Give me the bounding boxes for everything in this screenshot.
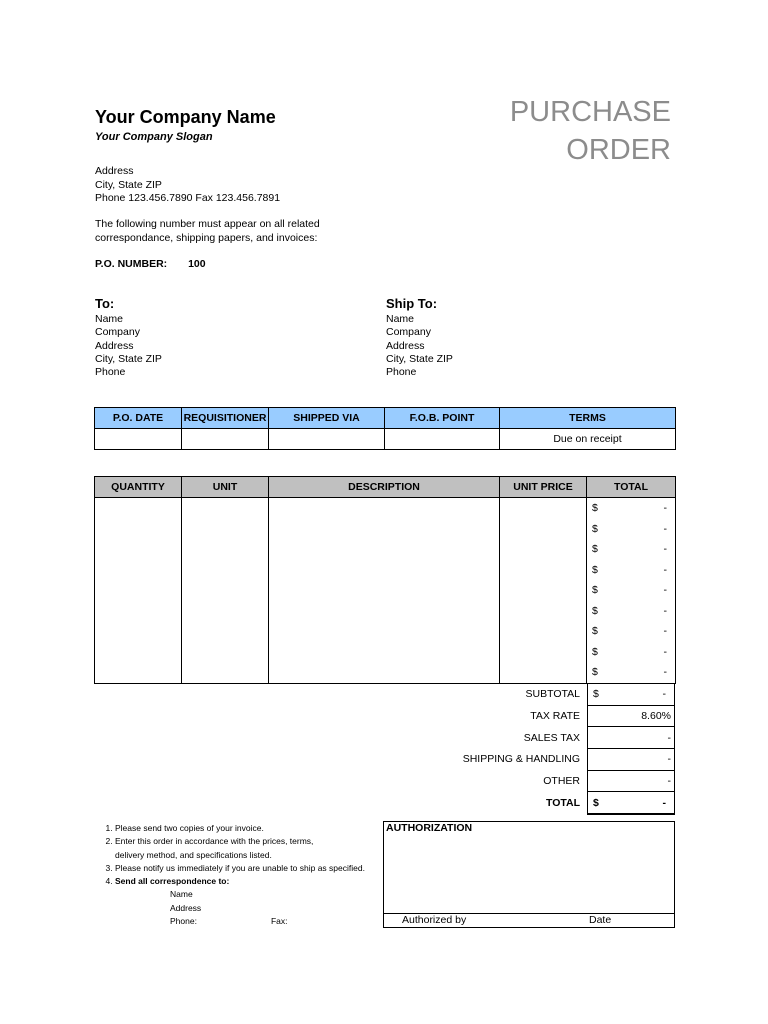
contact-fax: Fax: <box>270 916 288 927</box>
po-number-value[interactable]: 100 <box>188 258 206 270</box>
company-address-block <box>95 165 280 206</box>
unit-price-cell[interactable] <box>500 539 587 560</box>
authorization-box[interactable] <box>383 821 675 928</box>
table-row <box>95 539 676 560</box>
table-row <box>95 580 676 601</box>
ship-to-address[interactable]: Address <box>386 339 425 352</box>
tax-rate-value[interactable]: 8.60% <box>588 705 675 727</box>
sales-tax-label: SALES TAX <box>523 731 580 744</box>
ship-to-name[interactable]: Name <box>386 313 415 325</box>
unit-price-cell[interactable] <box>500 580 587 601</box>
table-row <box>95 560 676 581</box>
currency-symbol: $ <box>592 584 598 597</box>
unit-cell[interactable] <box>182 621 269 642</box>
po-date-cell[interactable] <box>95 429 182 450</box>
table-row <box>95 621 676 642</box>
notice-line-2: correspondance, shipping papers, and invoices: <box>95 231 318 244</box>
unit-price-cell[interactable] <box>500 662 587 683</box>
row-total-cell <box>587 539 676 560</box>
company-address: Address <box>95 165 134 177</box>
shipping-label: SHIPPING & HANDLING <box>462 753 580 766</box>
sales-tax-value: - <box>588 727 675 749</box>
total-value: - <box>662 796 666 809</box>
table-row <box>95 601 676 622</box>
authorization-title: AUTHORIZATION <box>386 822 473 834</box>
line-items-table <box>94 476 676 684</box>
subtotal-label: SUBTOTAL <box>525 688 580 701</box>
notes-block <box>102 822 365 928</box>
currency-symbol: $ <box>592 625 598 638</box>
order-info-table <box>94 407 676 450</box>
description-cell[interactable] <box>269 560 500 581</box>
company-city-state-zip: City, State ZIP <box>95 178 162 191</box>
note-item <box>115 835 365 862</box>
quantity-cell[interactable] <box>95 560 182 581</box>
row-total-value: - <box>663 645 667 658</box>
quantity-cell[interactable] <box>95 580 182 601</box>
unit-cell[interactable] <box>182 539 269 560</box>
quantity-cell[interactable] <box>95 621 182 642</box>
shipped-via-cell[interactable] <box>269 429 385 450</box>
unit-cell[interactable] <box>182 560 269 581</box>
quantity-cell[interactable] <box>95 519 182 540</box>
date-label: Date <box>589 914 612 926</box>
row-total-cell <box>587 642 676 663</box>
po-number <box>95 258 206 270</box>
description-cell[interactable] <box>269 621 500 642</box>
to-city-state-zip[interactable]: City, State ZIP <box>95 352 162 365</box>
currency-symbol: $ <box>592 563 598 576</box>
row-total-value: - <box>663 666 667 679</box>
total-label: TOTAL <box>545 797 580 810</box>
row-total-cell <box>587 601 676 622</box>
note-4: Send all correspondence to: <box>115 876 230 887</box>
header-quantity: QUANTITY <box>95 477 182 498</box>
row-total-value: - <box>663 584 667 597</box>
row-total-cell <box>587 560 676 581</box>
subtotal-value-cell <box>588 684 675 706</box>
to-heading: To: <box>95 296 115 311</box>
row-total-value: - <box>663 502 667 515</box>
total-value-cell <box>588 792 675 814</box>
header-po-date: P.O. DATE <box>95 408 182 429</box>
company-slogan: Your Company Slogan <box>95 131 213 143</box>
header-total: TOTAL <box>587 477 676 498</box>
quantity-cell[interactable] <box>95 601 182 622</box>
description-cell[interactable] <box>269 580 500 601</box>
unit-cell[interactable] <box>182 519 269 540</box>
summary-table <box>400 683 675 815</box>
header-unit-price: UNIT PRICE <box>500 477 587 498</box>
other-value[interactable]: - <box>588 770 675 792</box>
company-phone-fax: Phone 123.456.7890 Fax 123.456.7891 <box>95 192 281 204</box>
row-total-value: - <box>663 543 667 556</box>
unit-price-cell[interactable] <box>500 601 587 622</box>
requisitioner-cell[interactable] <box>182 429 269 450</box>
row-total-value: - <box>663 625 667 638</box>
currency-symbol: $ <box>592 543 598 556</box>
table-row <box>95 642 676 663</box>
note-3: Please notify us immediately if you are unable to ship as specified. <box>115 862 365 873</box>
quantity-cell[interactable] <box>95 539 182 560</box>
table-row <box>95 498 676 519</box>
header-description: DESCRIPTION <box>269 477 500 498</box>
notice-line-1: The following number must appear on all related <box>95 218 320 230</box>
tax-rate-label: TAX RATE <box>530 710 580 723</box>
ship-to-company[interactable]: Company <box>386 326 431 339</box>
unit-cell[interactable] <box>182 498 269 519</box>
to-name[interactable]: Name <box>95 313 124 325</box>
row-total-cell <box>587 519 676 540</box>
currency-symbol: $ <box>592 522 598 535</box>
row-total-cell <box>587 621 676 642</box>
currency-symbol: $ <box>592 502 598 515</box>
currency-symbol: $ <box>593 796 599 809</box>
to-company[interactable]: Company <box>95 326 140 339</box>
row-total-value: - <box>663 563 667 576</box>
description-cell[interactable] <box>269 539 500 560</box>
note-item <box>115 875 365 888</box>
title-line-2: ORDER <box>566 134 671 166</box>
description-cell[interactable] <box>269 642 500 663</box>
currency-symbol: $ <box>592 604 598 617</box>
currency-symbol: $ <box>592 645 598 658</box>
header-terms: TERMS <box>500 408 676 429</box>
note-item <box>115 862 365 875</box>
fob-point-cell[interactable] <box>385 429 500 450</box>
terms-cell[interactable]: Due on receipt <box>500 429 676 450</box>
po-notice <box>95 218 320 245</box>
row-total-cell <box>587 580 676 601</box>
header-requisitioner: REQUISITIONER <box>182 408 269 429</box>
other-label: OTHER <box>543 775 580 788</box>
header-fob-point: F.O.B. POINT <box>385 408 500 429</box>
quantity-cell[interactable] <box>95 642 182 663</box>
table-row <box>95 662 676 683</box>
header-unit: UNIT <box>182 477 269 498</box>
quantity-cell[interactable] <box>95 662 182 683</box>
to-address[interactable]: Address <box>95 339 134 352</box>
unit-price-cell[interactable] <box>500 560 587 581</box>
authorized-by-label: Authorized by <box>402 914 467 926</box>
shipping-value[interactable]: - <box>588 749 675 771</box>
title-line-1: PURCHASE <box>509 96 671 128</box>
row-total-cell <box>587 662 676 683</box>
unit-cell[interactable] <box>182 642 269 663</box>
contact-phone-fax <box>170 915 365 928</box>
ship-to-phone[interactable]: Phone <box>386 366 417 379</box>
note-item <box>115 822 365 835</box>
ship-to-heading: Ship To: <box>386 296 438 311</box>
description-cell[interactable] <box>269 498 500 519</box>
table-row <box>95 519 676 540</box>
unit-price-cell[interactable] <box>500 498 587 519</box>
quantity-cell[interactable] <box>95 498 182 519</box>
document-title <box>510 93 671 169</box>
ship-to-city-state-zip[interactable]: City, State ZIP <box>386 352 453 365</box>
currency-symbol: $ <box>593 688 599 701</box>
description-cell[interactable] <box>269 662 500 683</box>
description-cell[interactable] <box>269 519 500 540</box>
unit-cell[interactable] <box>182 601 269 622</box>
header-shipped-via: SHIPPED VIA <box>269 408 385 429</box>
row-total-cell <box>587 498 676 519</box>
contact-name: Name <box>170 889 193 900</box>
row-total-value: - <box>663 522 667 535</box>
unit-price-cell[interactable] <box>500 642 587 663</box>
po-number-label: P.O. NUMBER: <box>95 258 168 270</box>
contact-phone: Phone: <box>170 916 197 927</box>
note-1: Please send two copies of your invoice. <box>115 823 264 833</box>
note-2: Enter this order in accordance with the prices, terms, <box>115 836 314 847</box>
currency-symbol: $ <box>592 666 598 679</box>
row-total-value: - <box>663 604 667 617</box>
subtotal-value: - <box>662 688 666 701</box>
unit-cell[interactable] <box>182 580 269 601</box>
ship-to-block <box>386 296 453 379</box>
unit-cell[interactable] <box>182 662 269 683</box>
to-block <box>95 296 162 379</box>
contact-address: Address <box>170 902 202 913</box>
unit-price-cell[interactable] <box>500 621 587 642</box>
authorization-footer <box>384 913 674 927</box>
description-cell[interactable] <box>269 601 500 622</box>
note-2-continued: delivery method, and specifications listed. <box>115 849 272 860</box>
company-name: Your Company Name <box>95 107 276 127</box>
unit-price-cell[interactable] <box>500 519 587 540</box>
to-phone[interactable]: Phone <box>95 366 126 379</box>
